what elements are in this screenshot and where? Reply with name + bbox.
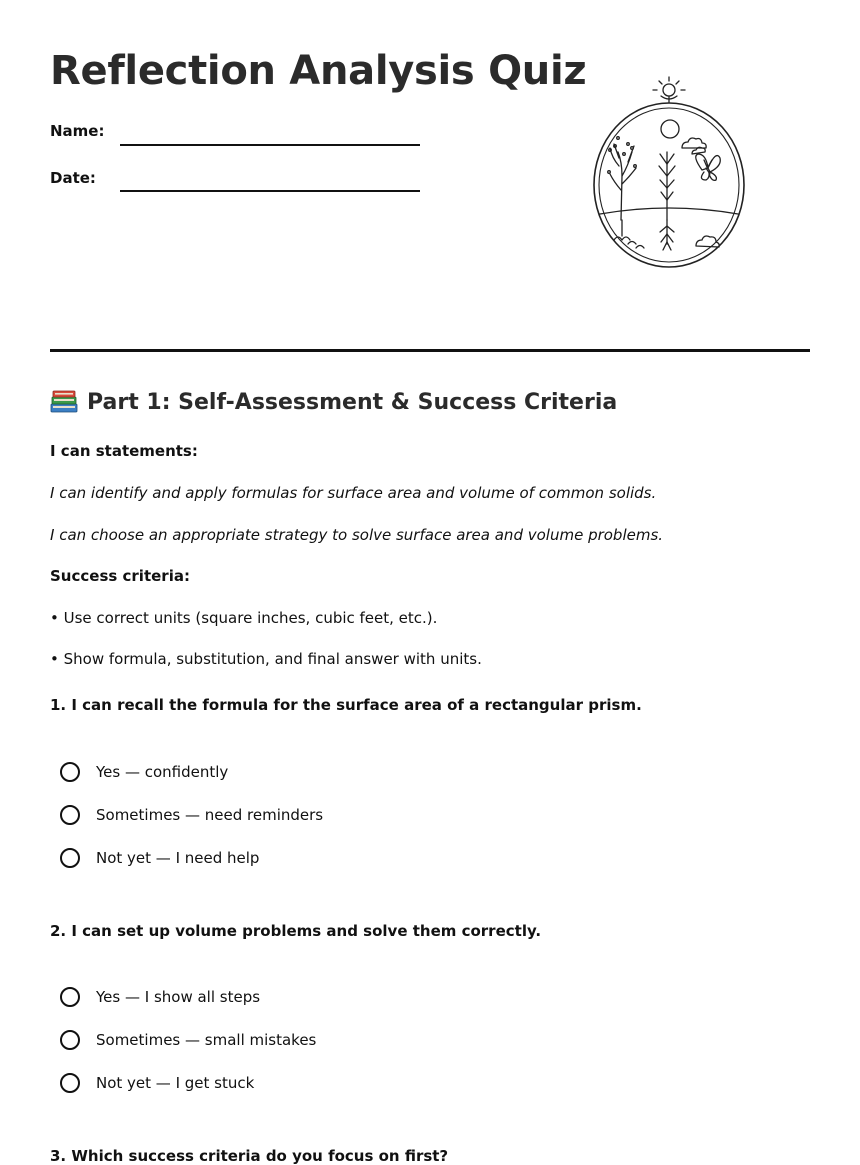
question-2: 2. I can set up volume problems and solve them correctly.	[50, 922, 542, 940]
name-label: Name:	[50, 122, 105, 140]
name-field[interactable]	[120, 144, 420, 146]
date-field[interactable]	[120, 190, 420, 192]
radio-button[interactable]	[60, 805, 80, 825]
page-title: Reflection Analysis Quiz	[50, 48, 587, 94]
option-label: Yes — confidently	[96, 763, 229, 781]
radio-button[interactable]	[60, 762, 80, 782]
q2-option-3[interactable]	[60, 1070, 254, 1096]
radio-button[interactable]	[60, 987, 80, 1007]
i-can-statement-1: I can identify and apply formulas for surface area and volume of common solids.	[50, 484, 657, 502]
radio-button[interactable]	[60, 848, 80, 868]
option-label: Yes — I show all steps	[96, 988, 261, 1006]
part1-title: Part 1: Self-Assessment & Success Criteria	[87, 389, 618, 415]
section-divider	[50, 349, 810, 352]
question-3: 3. Which success criteria do you focus on first?	[50, 1147, 449, 1165]
success-criteria-label: Success criteria:	[50, 567, 190, 585]
q2-option-2[interactable]	[60, 1027, 316, 1053]
option-label: Sometimes — small mistakes	[96, 1031, 317, 1049]
part1-heading	[50, 389, 617, 415]
seasons-oval-illustration	[588, 72, 750, 268]
date-label: Date:	[50, 169, 96, 187]
question-1: 1. I can recall the formula for the surface area of a rectangular prism.	[50, 696, 642, 714]
radio-button[interactable]	[60, 1073, 80, 1093]
option-label: Not yet — I get stuck	[96, 1074, 255, 1092]
radio-button[interactable]	[60, 1030, 80, 1050]
option-label: Sometimes — need reminders	[96, 806, 324, 824]
i-can-statement-2: I can choose an appropriate strategy to solve surface area and volume problems.	[50, 526, 664, 544]
option-label: Not yet — I need help	[96, 849, 260, 867]
q1-option-3[interactable]	[60, 845, 259, 871]
books-icon	[50, 389, 78, 415]
q1-option-1[interactable]	[60, 759, 228, 785]
success-criterion-1: • Use correct units (square inches, cubic feet, etc.).	[50, 609, 438, 627]
i-can-label: I can statements:	[50, 442, 198, 460]
success-criterion-2: • Show formula, substitution, and final answer with units.	[50, 650, 482, 668]
q1-option-2[interactable]	[60, 802, 323, 828]
q2-option-1[interactable]	[60, 984, 260, 1010]
